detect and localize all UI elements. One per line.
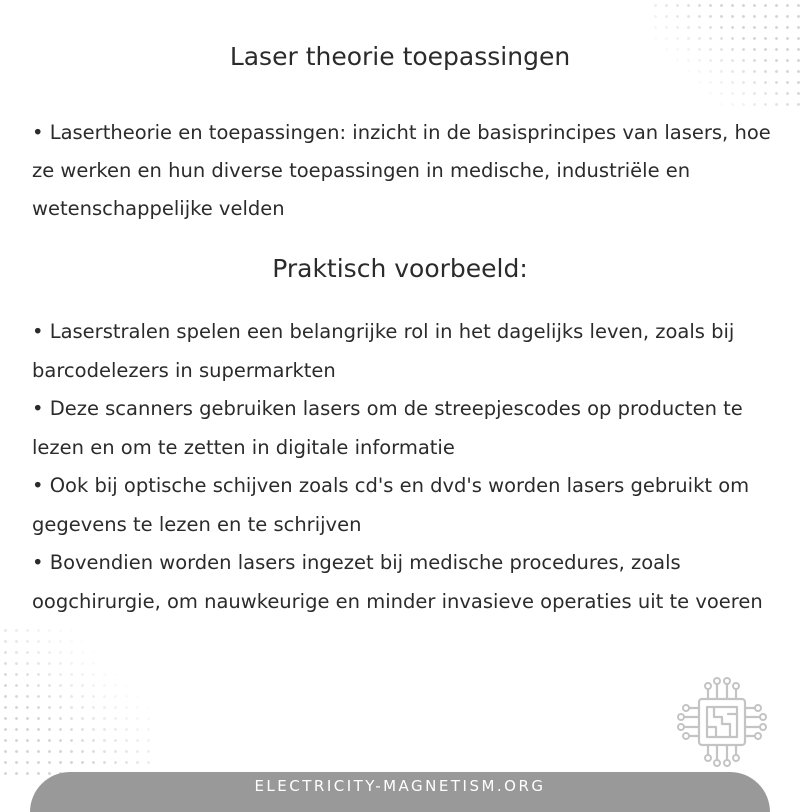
page-title: Laser theorie toepassingen [229,42,571,71]
example-list [32,313,782,621]
footer-site-label: ELECTRICITY-MAGNETISM.ORG [254,777,546,795]
section-subtitle: Praktisch voorbeeld: [272,254,528,283]
circuit-chip-icon [672,672,772,772]
intro-paragraph: • Lasertheorie en toepassingen: inzicht in de basisprincipes van lasers, hoe ze werken en hun diverse toepassingen in medische, industriële en wetenschappelijke velden [32,121,771,220]
list-item: • Bovendien worden lasers ingezet bij medische procedures, zoals oogchirurgie, om nauwkeurige en minder invasieve operaties uit te voeren [32,551,763,613]
dot-pattern-bottom-left [0,625,150,775]
list-item: • Deze scanners gebruiken lasers om de streepjescodes op producten te lezen en om te zetten in digitale informatie [32,397,743,459]
list-item: • Laserstralen spelen een belangrijke rol in het dagelijks leven, zoals bij barcodelezers in supermarkten [32,320,735,382]
list-item: • Ook bij optische schijven zoals cd's en dvd's worden lasers gebruikt om gegevens te lezen en te schrijven [32,474,750,536]
